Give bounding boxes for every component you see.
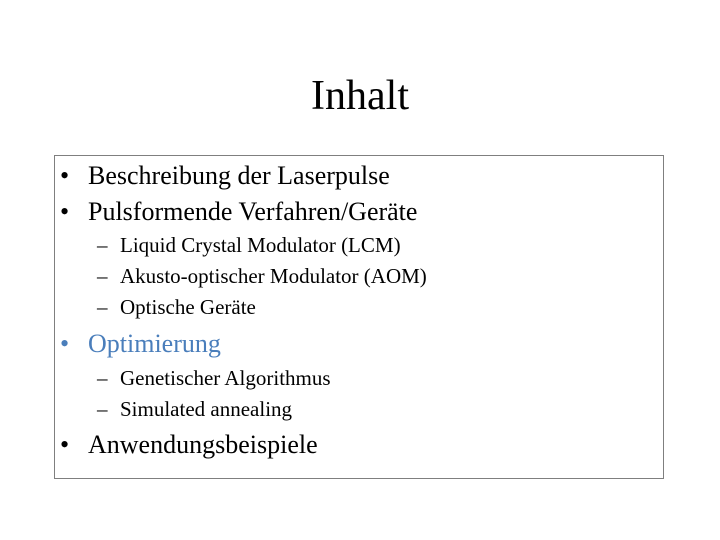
dash-marker: – — [97, 295, 108, 319]
sub-list-item-label: Optische Geräte — [120, 295, 256, 319]
bullet-marker: • — [60, 329, 70, 358]
list-item-label: Optimierung — [88, 329, 221, 358]
list-item-label: Anwendungsbeispiele — [88, 430, 318, 459]
bullet-marker: • — [60, 161, 70, 190]
bullet-marker: • — [60, 430, 70, 459]
sub-list-item-label: Genetischer Algorithmus — [120, 366, 331, 390]
list-item-label: Pulsformende Verfahren/Geräte — [88, 197, 418, 226]
dash-marker: – — [97, 397, 108, 421]
dash-marker: – — [97, 233, 108, 257]
sub-list-item-label: Simulated annealing — [120, 397, 293, 421]
sub-list-item-label: Liquid Crystal Modulator (LCM) — [120, 233, 401, 257]
dash-marker: – — [97, 366, 108, 390]
slide-title: Inhalt — [311, 73, 409, 119]
sub-list-item-label: Akusto-optischer Modulator (AOM) — [120, 264, 427, 288]
list-item-label: Beschreibung der Laserpulse — [88, 161, 390, 190]
dash-marker: – — [97, 264, 108, 288]
content-box — [54, 155, 664, 479]
bullet-marker: • — [60, 197, 70, 226]
